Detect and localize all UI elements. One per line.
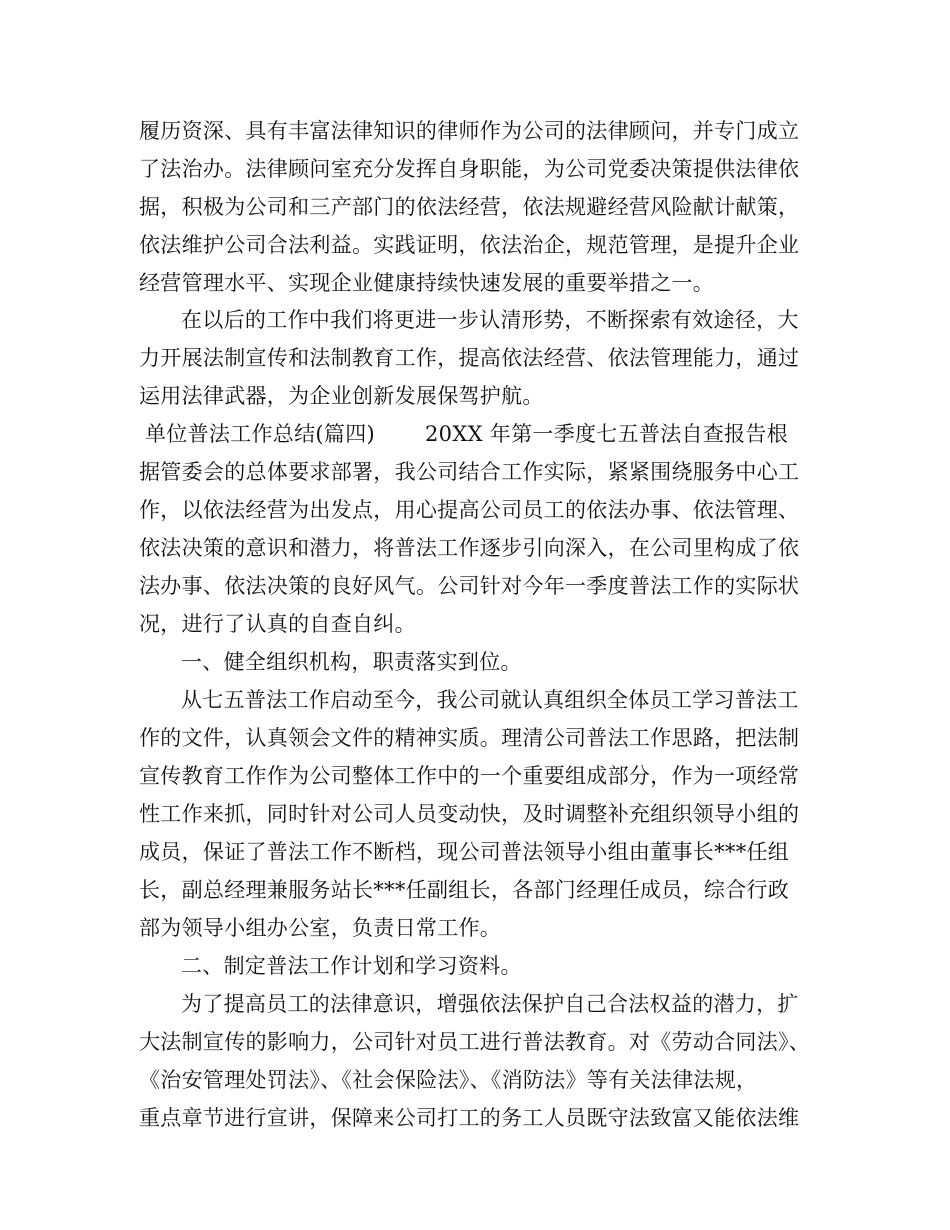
text-line-15: 况，进行了认真的自查自纠。 bbox=[139, 612, 416, 636]
text-line-21: 成员，保证了普法工作不断档，现公司普法领导小组由董事长***任组 bbox=[139, 840, 790, 864]
text-line-18: 作的文件，认真领会文件的精神实质。理清公司普法工作思路，把法制 bbox=[139, 726, 800, 750]
paragraph-start-line: 为了提高员工的法律意识，增强依法保护自己合法权益的潜力，扩 bbox=[181, 992, 799, 1016]
text-line-8: 运用法律武器，为企业创新发展保驾护航。 bbox=[139, 384, 544, 408]
text-line-13: 依法决策的意识和潜力，将普法工作逐步引向深入，在公司里构成了依 bbox=[139, 536, 800, 560]
paragraph-start-line: 在以后的工作中我们将更进一步认清形势，不断探索有效途径，大 bbox=[181, 308, 799, 332]
text-line-26: 大法制宣传的影响力，公司针对员工进行普法教育。对《劳动合同法》、 bbox=[139, 1030, 811, 1054]
paragraph-start-line: 从七五普法工作启动至今，我公司就认真组织全体员工学习普法工 bbox=[181, 688, 799, 712]
text-line-23: 部为领导小组办公室，负责日常工作。 bbox=[139, 916, 502, 940]
report-title-line: 20XX 年第一季度七五普法自查报告根 bbox=[425, 422, 788, 446]
subheading-2: 二、制定普法工作计划和学习资料。 bbox=[181, 954, 522, 978]
text-line-14: 法办事、依法决策的良好风气。公司针对今年一季度普法工作的实际状 bbox=[139, 574, 800, 598]
text-line-1: 履历资深、具有丰富法律知识的律师作为公司的法律顾问，并专门成立 bbox=[139, 119, 800, 143]
text-line-27: 《治安管理处罚法》、《社会保险法》、《消防法》等有关法律法规， bbox=[139, 1068, 758, 1092]
text-line-11: 据管委会的总体要求部署，我公司结合工作实际，紧紧围绕服务中心工 bbox=[139, 460, 800, 484]
text-line-2: 了法治办。法律顾问室充分发挥自身职能，为公司党委决策提供法律依 bbox=[139, 157, 800, 181]
text-line-4: 依法维护公司合法利益。实践证明，依法治企，规范管理，是提升企业 bbox=[139, 233, 800, 257]
text-line-20: 性工作来抓，同时针对公司人员变动快，及时调整补充组织领导小组的 bbox=[139, 802, 800, 826]
text-line-12: 作，以依法经营为出发点，用心提高公司员工的依法办事、依法管理、 bbox=[139, 498, 800, 522]
section-heading: 单位普法工作总结(篇四) bbox=[145, 422, 375, 446]
text-line-7: 力开展法制宣传和法制教育工作，提高依法经营、依法管理能力，通过 bbox=[139, 346, 800, 370]
text-line-22: 长，副总经理兼服务站长***任副组长，各部门经理任成员，综合行政 bbox=[139, 878, 790, 902]
subheading-1: 一、健全组织机构，职责落实到位。 bbox=[181, 650, 522, 674]
text-line-19: 宣传教育工作作为公司整体工作中的一个重要组成部分，作为一项经常 bbox=[139, 764, 800, 788]
text-line-3: 据，积极为公司和三产部门的依法经营，依法规避经营风险献计献策， bbox=[139, 195, 800, 219]
text-line-5: 经营管理水平、实现企业健康持续快速发展的重要举措之一。 bbox=[139, 271, 715, 295]
text-line-28: 重点章节进行宣讲，保障来公司打工的务工人员既守法致富又能依法维 bbox=[139, 1106, 800, 1130]
